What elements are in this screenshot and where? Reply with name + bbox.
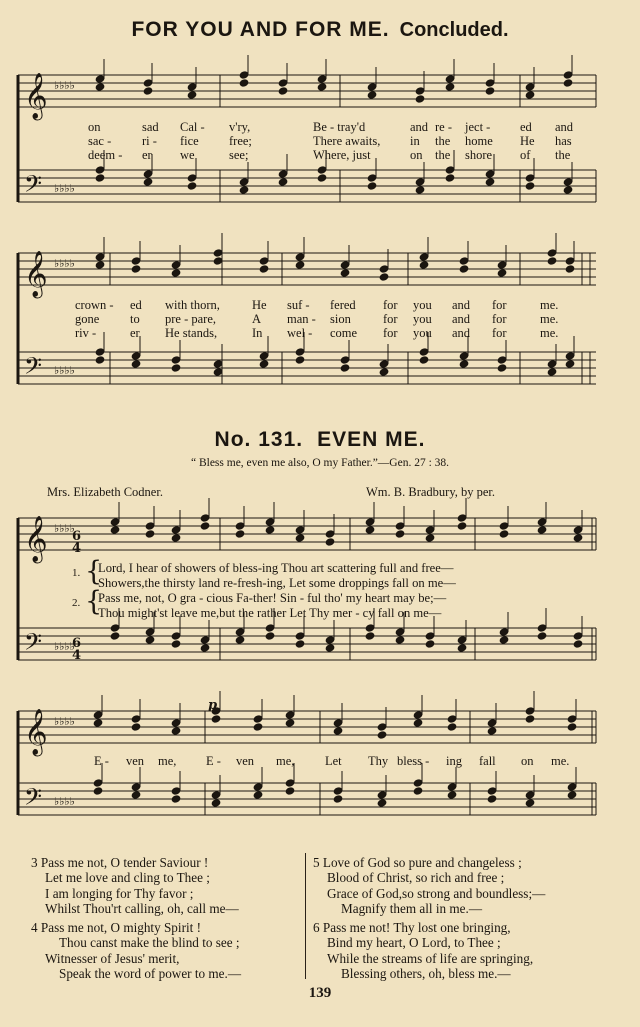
system2-syllable: me.: [540, 312, 559, 326]
system2-syllable: for: [383, 312, 398, 326]
system2-syllable: riv -: [75, 326, 97, 340]
system2-syllable: sion: [330, 312, 351, 326]
system2-syllable: He stands,: [165, 326, 218, 340]
system2-treble-key-icon: ♭♭♭♭: [54, 257, 75, 270]
system1-syllable: ed: [520, 120, 532, 134]
page-number: 139: [308, 985, 332, 1001]
hymn-line2-treble-staff: [18, 711, 596, 743]
verse-4-line: Witnesser of Jesus' merit,: [45, 950, 180, 966]
system1-treble-chord: [415, 71, 425, 103]
system1-syllable: see;: [229, 148, 249, 162]
system1-treble-staff: [18, 75, 596, 107]
hymn-line2-treble-key-icon: ♭♭♭♭: [54, 715, 75, 728]
system2-syllable: you: [413, 298, 432, 312]
system1-syllable: home: [465, 134, 493, 148]
hymn-line1-treble-chord: [325, 514, 335, 546]
refrain-syllable: ven: [126, 754, 145, 768]
hymn-line1-bass-chord: [537, 608, 547, 640]
system2-syllable: me.: [540, 298, 559, 312]
hymn-line1-bass-chord: [573, 616, 583, 648]
system1-bass-chord: [367, 158, 377, 190]
system2-syllable: fered: [330, 298, 356, 312]
verse-label-2: 2.: [72, 597, 81, 609]
refrain-syllable: fall: [479, 754, 496, 768]
system1-syllable: He: [520, 134, 535, 148]
time-signature-top-bass: 6: [72, 636, 82, 651]
verse-4-line: 4 Pass me not, O mighty Spirit !: [31, 920, 201, 935]
system2-syllable: suf -: [287, 298, 310, 312]
system1-syllable: ject -: [465, 120, 491, 134]
hymn-line1-treble-clef-icon: 𝄞: [24, 516, 48, 562]
system1-syllable: Where, just: [313, 148, 371, 162]
system2-bass-staff: [18, 352, 596, 384]
hymn-line1-bass-chord: [295, 616, 305, 648]
verse-brace-2: {: [85, 586, 103, 617]
hymn-line2-bass-staff: [18, 783, 596, 815]
time-signature-top-treble: 6: [72, 529, 82, 544]
refrain-syllable: Let: [325, 754, 342, 768]
system1-syllable: the: [435, 134, 451, 148]
refrain-syllable: bless -: [397, 754, 430, 768]
system1-syllable: v'ry,: [229, 120, 251, 134]
system2-treble-chord: [131, 241, 141, 273]
hymn-line1-treble-chord: [145, 506, 155, 538]
verse-brace-1: {: [85, 556, 103, 587]
hymn-author: Mrs. Elizabeth Codner.: [47, 485, 163, 499]
system2-syllable: pre - pare,: [165, 312, 217, 326]
system2-treble-chord: [213, 233, 223, 265]
system2-syllable: wel -: [287, 326, 313, 340]
system2-syllable: to: [130, 312, 140, 326]
verse-3-line: 3 Pass me not, O tender Saviour !: [31, 855, 209, 870]
system1-syllable: Be - tray'd: [313, 120, 366, 134]
system1-syllable: There awaits,: [313, 134, 381, 148]
system2-bass-chord: [171, 340, 181, 372]
refrain-syllable: on: [521, 754, 534, 768]
system1-syllable: of: [520, 148, 531, 162]
verse-6-line: Bind my heart, O Lord, to Thee ;: [327, 935, 501, 951]
system1-treble-clef-icon: 𝄞: [24, 73, 48, 119]
hymn-line2-treble-chord: [253, 699, 263, 731]
system2-bass-clef-icon: 𝄢: [24, 352, 43, 385]
time-signature-bottom-treble: 4: [72, 541, 82, 556]
verse-4-line: Thou canst make the blind to see ;: [59, 935, 240, 951]
verse-5-line: Grace of God,so strong and boundless;—: [327, 885, 546, 901]
system1-syllable: on: [88, 120, 101, 134]
verse-6: [313, 920, 533, 981]
system2-syllable: with thorn,: [165, 298, 220, 312]
refrain-syllable: ing: [446, 754, 462, 768]
refrain-syllable: me,: [158, 754, 177, 768]
title-concluded: Concluded.: [399, 19, 509, 41]
refrain-syllable: E -: [94, 754, 109, 768]
system1-treble-chord: [143, 63, 153, 95]
hymn-line1-treble-key-icon: ♭♭♭♭: [54, 522, 75, 535]
refrain-syllable: me,: [276, 754, 295, 768]
system1-bass-staff: [18, 170, 596, 202]
hymn-line2-bass-chord: [171, 771, 181, 803]
refrain-syllable: me.: [551, 754, 570, 768]
system1-syllable: in: [410, 134, 420, 148]
verse-3: [31, 855, 239, 916]
system2-syllable: and: [452, 326, 471, 340]
refrain-syllable: ven: [236, 754, 255, 768]
hymn-line1-treble-staff: [18, 518, 596, 550]
system2-bass-chord: [340, 340, 350, 372]
system2-bass-key-icon: ♭♭♭♭: [54, 364, 75, 377]
verse-3-line: Whilst Thou'rt calling, oh, call me—: [45, 900, 239, 916]
system1-syllable: free;: [229, 134, 252, 148]
hymn-line1-bass-staff: [18, 628, 596, 660]
hymn-epigraph: “ Bless me, even me also, O my Father.”—Gen. 27 : 38.: [190, 457, 450, 469]
system1-syllable: ri -: [142, 134, 157, 148]
hymn-lyric-line-2: Showers,the thirsty land re-fresh-ing, Let some droppings fall on me—: [98, 576, 456, 590]
hymn-line2-treble-chord: [447, 699, 457, 731]
verse-6-line: Blessing others, oh, bless me.—: [341, 965, 511, 981]
hymn-line2-bass-clef-icon: 𝄢: [24, 783, 43, 816]
verse-6-line: While the streams of life are springing,: [327, 950, 534, 966]
system2-syllable: come: [330, 326, 358, 340]
system2-syllable: and: [452, 312, 471, 326]
hymn-lyric-line-4: Thou might'st leave me,but the rather Let Thy mer - cy fall on me—: [98, 606, 442, 620]
verse-6-line: 6 Pass me not! Thy lost one bringing,: [313, 920, 511, 935]
system1-syllable: and: [555, 120, 574, 134]
verse-4: [31, 920, 241, 981]
system2-treble-chord: [459, 241, 469, 273]
system2-syllable: In: [252, 326, 263, 340]
system2-treble-staff: [18, 253, 596, 285]
hymn-line2-treble-chord: [377, 707, 387, 739]
verse-4-line: Speak the word of power to me.—: [59, 965, 242, 981]
system2-syllable: you: [413, 326, 432, 340]
hymn-line1-bass-key-icon: ♭♭♭♭: [54, 640, 75, 653]
system2-syllable: for: [383, 326, 398, 340]
hymn-heading: [0, 428, 640, 452]
system2-syllable: er: [130, 326, 140, 340]
hymn-line1-bass-chord: [171, 616, 181, 648]
hymn-line2-treble-chord: [567, 699, 577, 731]
verse-5-line: 5 Love of God so pure and changeless ;: [313, 855, 522, 870]
system2-syllable: and: [452, 298, 471, 312]
system1-syllable: we: [180, 148, 195, 162]
hymn-line2-bass-chord: [487, 771, 497, 803]
hymn-line2-bass-key-icon: ♭♭♭♭: [54, 795, 75, 808]
system2-syllable: for: [383, 298, 398, 312]
system2-treble-chord: [565, 241, 575, 273]
hymn-number: No. 131.: [214, 428, 304, 451]
system1-treble-chord: [278, 63, 288, 95]
system2-syllable: crown -: [75, 298, 114, 312]
time-signature-bottom-bass: 4: [72, 648, 82, 663]
hymn-line1-bass-clef-icon: 𝄢: [24, 628, 43, 661]
system2-treble-chord: [259, 241, 269, 273]
system1-treble-chord: [485, 63, 495, 95]
hymn-line1-treble-chord: [457, 498, 467, 530]
hymn-line1-treble-chord: [395, 506, 405, 538]
system1-syllable: sad: [142, 120, 159, 134]
hymn-line2-treble-chord: [525, 691, 535, 723]
system1-syllable: sac -: [88, 134, 112, 148]
system1-bass-chord: [187, 158, 197, 190]
system1-syllable: er: [142, 148, 152, 162]
hymn-line1-treble-chord: [200, 498, 210, 530]
system1-bass-clef-icon: 𝄢: [24, 170, 43, 203]
hymn-line1-treble-chord: [235, 506, 245, 538]
system2-treble-clef-icon: 𝄞: [24, 251, 48, 297]
hymn-line2-bass-chord: [333, 771, 343, 803]
system2-treble-chord: [547, 233, 557, 265]
system2-syllable: for: [492, 298, 507, 312]
verse-5-line: Blood of Christ, so rich and free ;: [327, 870, 505, 886]
system2-syllable: ed: [130, 298, 142, 312]
refrain-syllable: Thy: [368, 754, 389, 768]
system1-syllable: deem -: [88, 148, 123, 162]
verse-3-line: Let me love and cling to Thee ;: [45, 870, 210, 886]
system2-syllable: for: [492, 326, 507, 340]
system1-syllable: re -: [435, 120, 452, 134]
system2-syllable: gone: [75, 312, 100, 326]
hymn-line2-treble-clef-icon: 𝄞: [24, 709, 48, 755]
system2-syllable: man -: [287, 312, 316, 326]
system1-bass-key-icon: ♭♭♭♭: [54, 182, 75, 195]
system2-syllable: A: [252, 312, 262, 326]
system1-treble-key-icon: ♭♭♭♭: [54, 79, 75, 92]
system1-syllable: has: [555, 134, 572, 148]
refrain-syllable: E -: [206, 754, 221, 768]
hymn-line1-bass-chord: [425, 616, 435, 648]
system1-syllable: the: [435, 148, 451, 162]
system1-syllable: Cal -: [180, 120, 205, 134]
system2-syllable: you: [413, 312, 432, 326]
hymn-line2-treble-chord: [131, 699, 141, 731]
verse-5-line: Magnify them all in me.—: [341, 900, 483, 916]
hymn-lyric-line-1: Lord, I hear of showers of bless-ing Thou art scattering full and free—: [98, 561, 454, 575]
system1-treble-chord: [239, 55, 249, 87]
hymn-title: EVEN ME.: [317, 428, 426, 451]
system2-syllable: for: [492, 312, 507, 326]
system1-syllable: and: [410, 120, 429, 134]
system2-syllable: me.: [540, 326, 559, 340]
system1-bass-chord: [525, 158, 535, 190]
system2-treble-chord: [379, 249, 389, 281]
system1-syllable: fice: [180, 134, 199, 148]
hymn-lyric-line-3: Pass me, not, O gra - cious Fa-ther! Sin - ful tho' my heart may be;—: [98, 591, 447, 605]
verse-label-1: 1.: [72, 567, 81, 579]
system2-syllable: He: [252, 298, 267, 312]
hymn-composer: Wm. B. Bradbury, by per.: [366, 485, 496, 499]
hymn-line1-treble-chord: [499, 506, 509, 538]
verse-3-line: I am longing for Thy favor ;: [45, 885, 194, 901]
system1-syllable: the: [555, 148, 571, 162]
system2-bass-chord: [497, 340, 507, 372]
dynamic-marking: p: [208, 698, 218, 713]
verse-5: [313, 855, 545, 916]
system1-treble-chord: [563, 55, 573, 87]
system1-syllable: on: [410, 148, 423, 162]
system1-syllable: shore: [465, 148, 493, 162]
verse-column-divider: [305, 853, 306, 979]
system2-bass-chord: [95, 332, 105, 364]
title-main: FOR YOU AND FOR ME.: [131, 18, 390, 41]
